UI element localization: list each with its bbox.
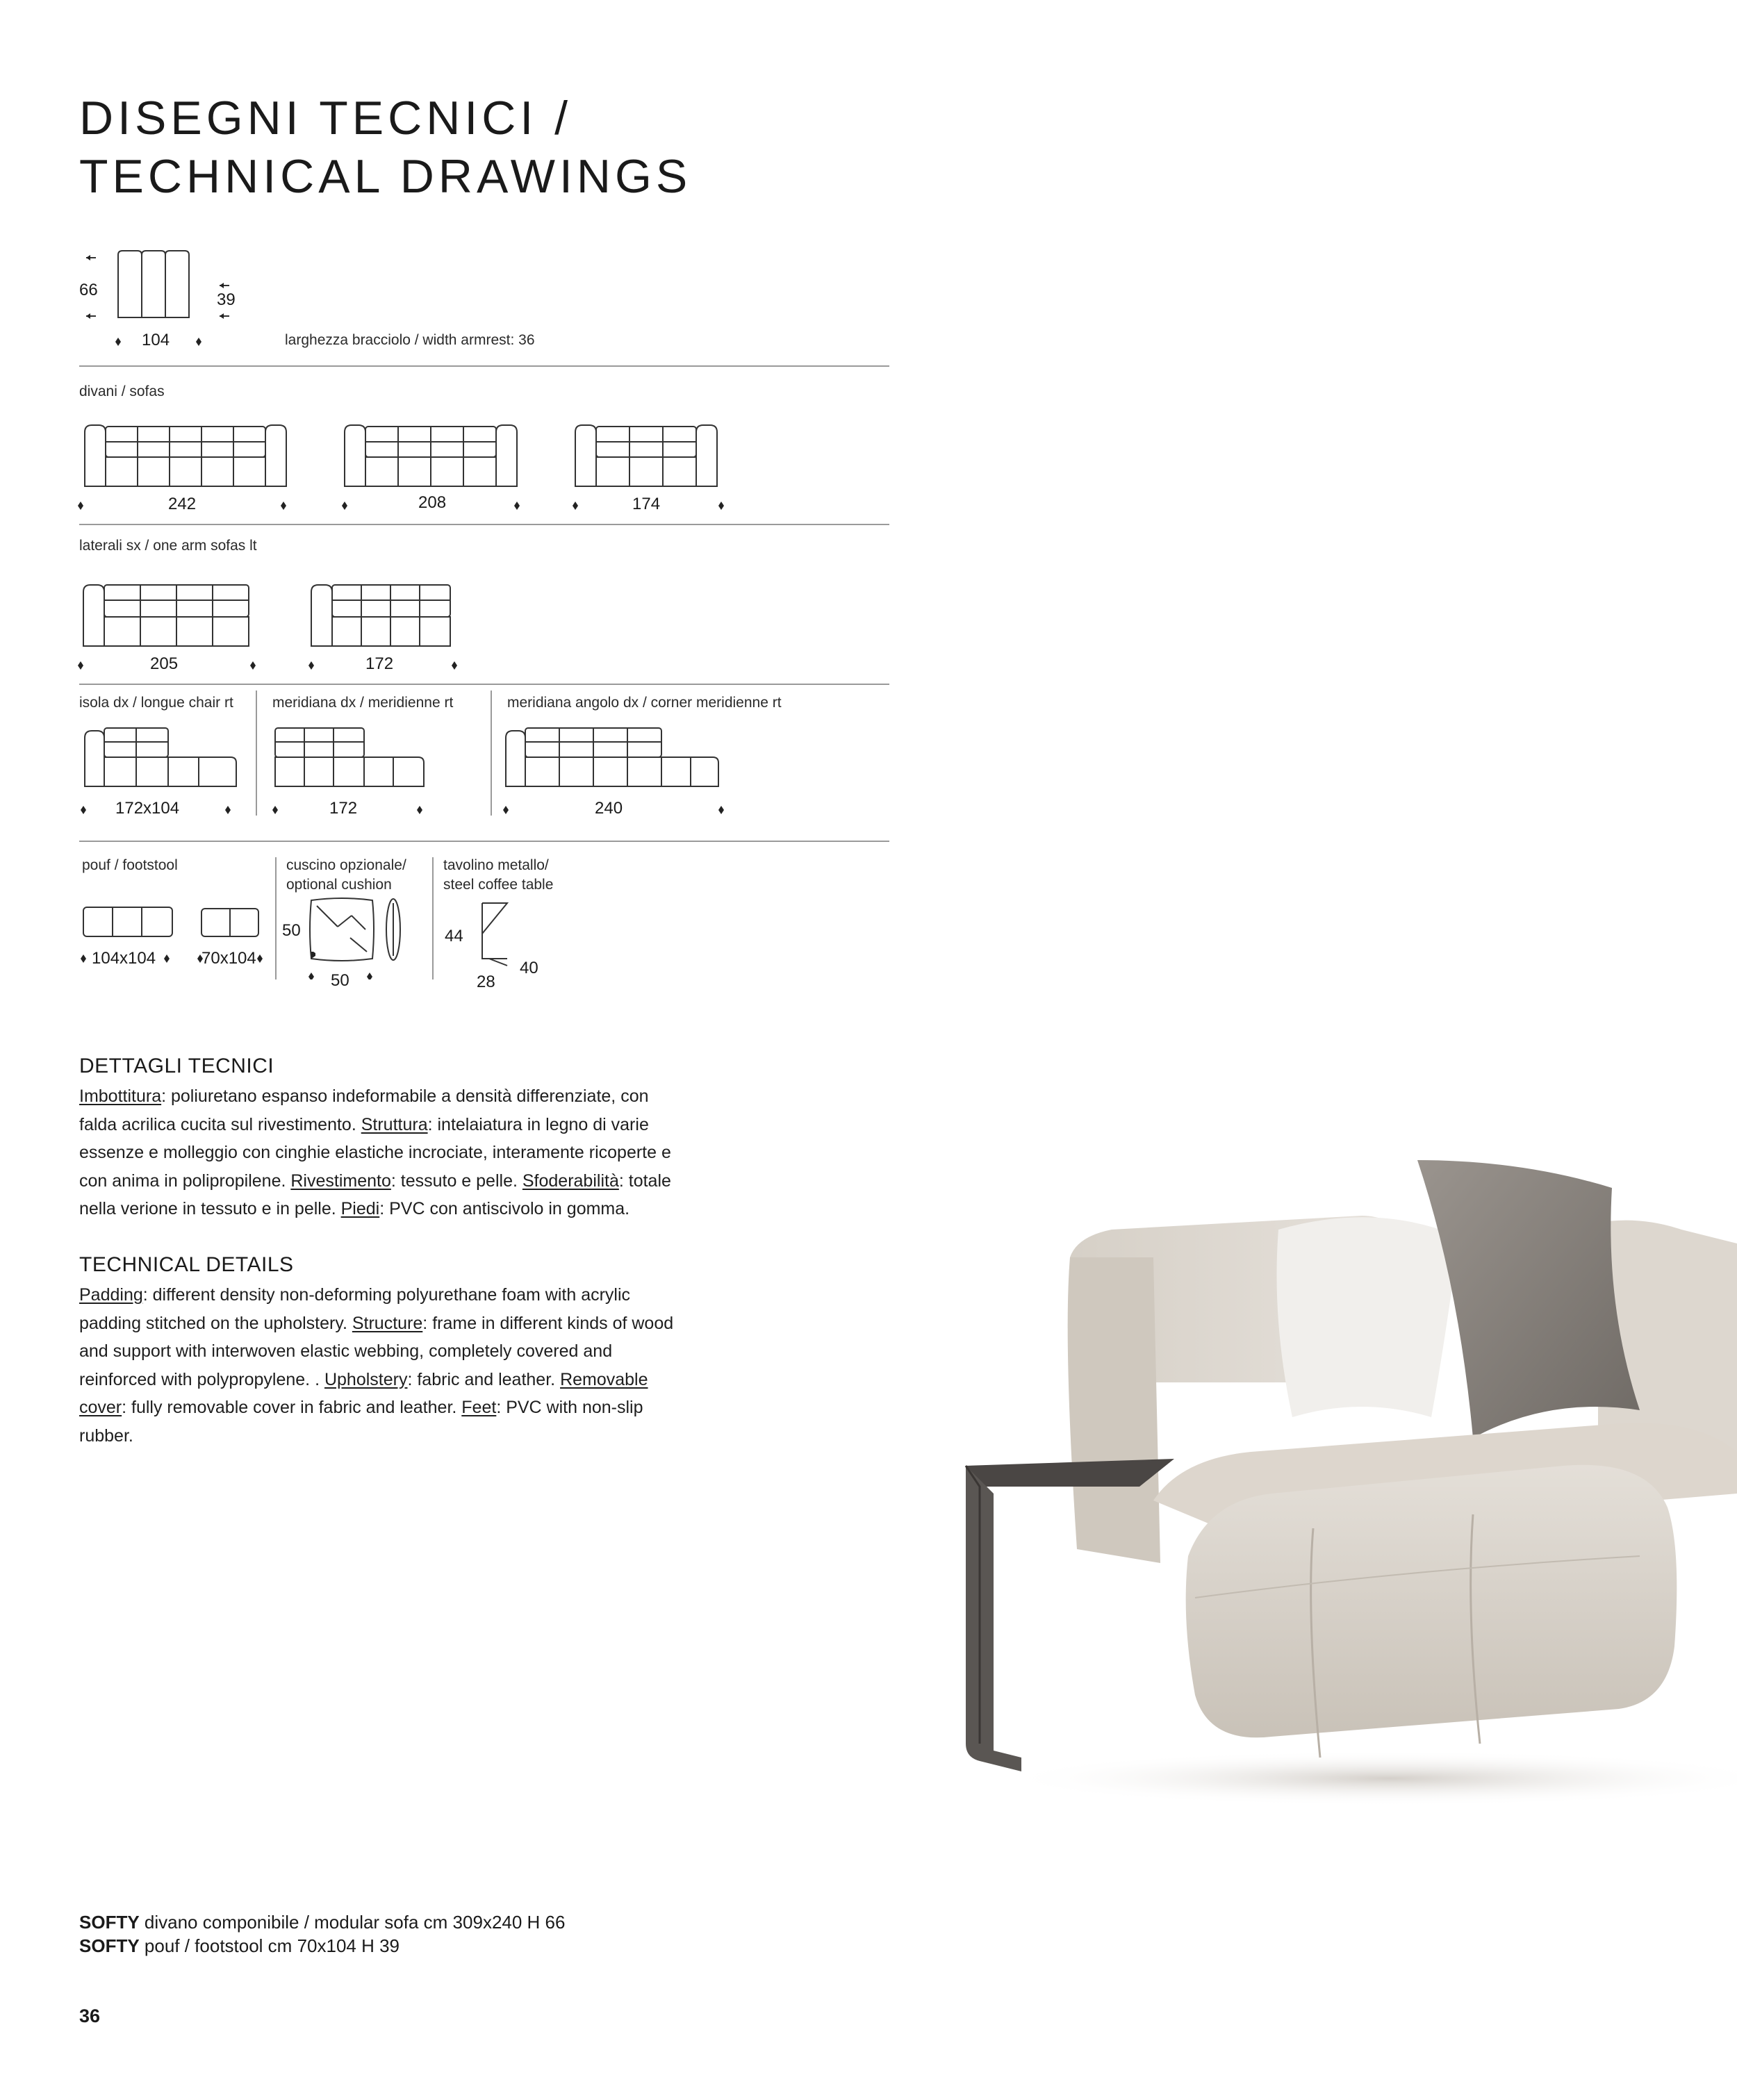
table-label-1: tavolino metallo/ (443, 857, 549, 873)
caption-text: divano componibile / modular sofa cm 309x240 H 66 (139, 1912, 566, 1933)
meridienne-label: meridiana dx / meridienne rt (272, 695, 454, 711)
one-arm-drawings (79, 579, 468, 656)
divider (79, 841, 889, 842)
cushion-height: 50 (282, 921, 301, 940)
title-line-1: DISEGNI TECNICI / (79, 92, 573, 144)
it-value: : totale nella verione in tessuto e in pelle. (79, 1171, 671, 1218)
pouf-label: pouf / footstool (82, 857, 178, 873)
table-depth: 40 (520, 959, 538, 977)
en-details-text (79, 1281, 691, 1450)
en-value: : fabric and leather. (407, 1369, 561, 1389)
it-details-text (79, 1082, 691, 1223)
it-value: : PVC con antiscivolo in gomma. (379, 1199, 630, 1218)
it-value: : intelaiatura in legno di varie essenze e molleggio con cinghie elastiche incrociate, interamente ricoperte e con anima in polipropilene. (79, 1114, 671, 1191)
sofas-label: divani / sofas (79, 383, 165, 399)
en-key: Structure (352, 1313, 423, 1333)
en-value: : different density non-deforming polyurethane foam with acrylic padding stitched on the upholstery. (79, 1285, 631, 1333)
it-value: : tessuto e pelle. (390, 1171, 522, 1191)
armrest-width-label: larghezza bracciolo / width armrest: 36 (285, 332, 535, 348)
en-key: Upholstery (324, 1369, 408, 1389)
brand-name: SOFTY (79, 1935, 140, 1956)
one-arm-dim-arrows (76, 659, 466, 672)
sofa-174-dim: 174 (632, 495, 661, 513)
sofa-208-dim: 208 (418, 493, 447, 512)
page-number: 36 (79, 2006, 101, 2026)
brand-name: SOFTY (79, 1912, 140, 1933)
divider (79, 684, 889, 685)
longue-dim: 172x104 (115, 799, 180, 818)
caption-text: pouf / footstool cm 70x104 H 39 (139, 1935, 400, 1956)
pouf-104-dim: 104x104 (92, 949, 156, 968)
table-label-2: steel coffee table (443, 877, 554, 893)
cushion-label-2: optional cushion (286, 877, 392, 893)
en-key: Removable cover (79, 1369, 648, 1417)
row3-drawings (79, 722, 739, 792)
en-value: : PVC with non-slip rubber. (79, 1398, 643, 1446)
sofa-242-dim: 242 (168, 495, 197, 513)
it-key: Struttura (361, 1114, 428, 1134)
longue-label: isola dx / longue chair rt (79, 695, 233, 711)
it-key: Sfoderabilità (522, 1171, 619, 1191)
caption-pouf (79, 1934, 400, 1958)
title-line-2: TECHNICAL DRAWINGS (79, 150, 692, 203)
it-key: Rivestimento (290, 1171, 391, 1191)
one-arm-205-dim: 205 (150, 654, 179, 673)
corner-meridienne-label: meridiana angolo dx / corner meridienne rt (507, 695, 782, 711)
page-title (79, 89, 691, 206)
pouf-70-dim: 70x104 (201, 949, 256, 968)
en-key: Padding (79, 1285, 143, 1305)
it-details-heading: DETTAGLI TECNICI (79, 1055, 274, 1077)
product-photo (862, 1111, 1737, 1806)
meridienne-dim: 172 (329, 799, 358, 818)
cushion-width: 50 (331, 971, 349, 990)
it-value: : poliuretano espanso indeformabile a densità differenziate, con falda acrilica cucita sul rivestimento. (79, 1086, 649, 1134)
table-width: 28 (477, 973, 495, 991)
corner-meridienne-dim: 240 (595, 799, 623, 818)
table-height: 44 (445, 927, 463, 945)
divider (79, 524, 889, 525)
caption-sofa (79, 1910, 565, 1934)
en-value: : frame in different kinds of wood and support with interwoven elastic webbing, completely covered and reinforced with polypropylene. . (79, 1313, 674, 1389)
sofas-drawings (79, 420, 774, 496)
en-value: : fully removable cover in fabric and leather. (122, 1398, 462, 1417)
one-arm-172-dim: 172 (365, 654, 394, 673)
divider (79, 365, 889, 367)
en-key: Feet (461, 1398, 497, 1417)
armrest-depth: 104 (142, 331, 170, 349)
armrest-height: 66 (79, 281, 98, 299)
armrest-seat-height: 39 (217, 290, 236, 309)
en-details-heading: TECHNICAL DETAILS (79, 1253, 294, 1276)
it-key: Piedi (340, 1199, 380, 1218)
it-key: Imbottitura (79, 1086, 162, 1106)
cushion-label-1: cuscino opzionale/ (286, 857, 406, 873)
one-arm-label: laterali sx / one arm sofas lt (79, 538, 257, 554)
